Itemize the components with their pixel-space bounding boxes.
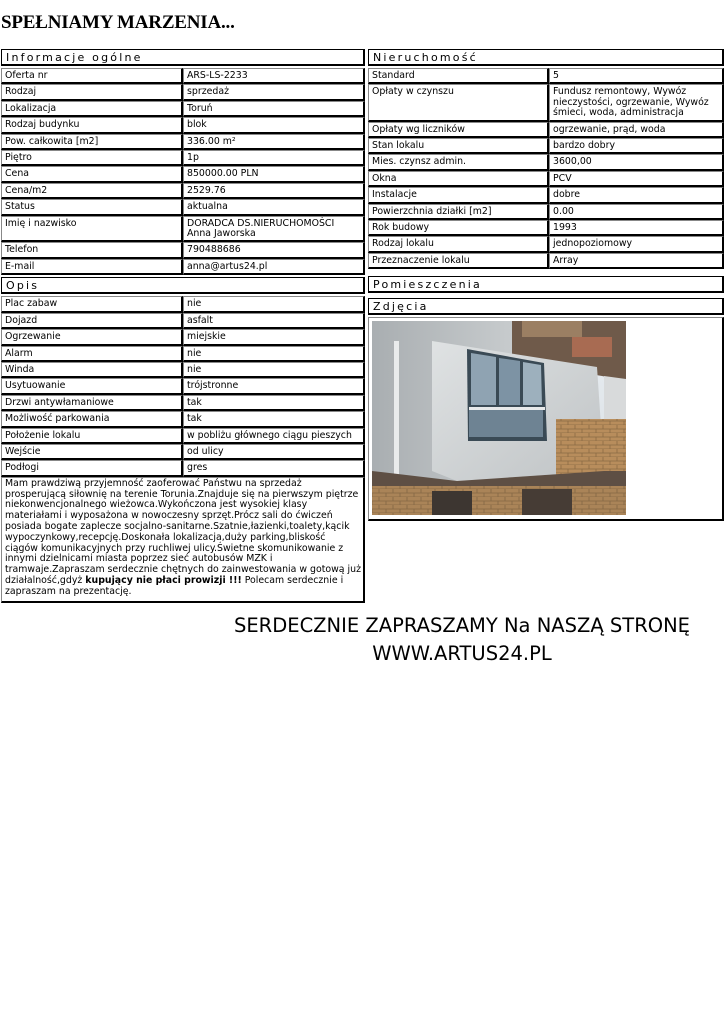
photos-box	[368, 317, 724, 521]
field-label: Pow. całkowita [m2]	[1, 134, 183, 150]
table-row	[368, 154, 724, 170]
field-label: Przeznaczenie lokalu	[368, 253, 549, 269]
field-label: Instalacje	[368, 187, 549, 203]
footer-invitation: SERDECZNIE ZAPRASZAMY Na NASZĄ STRONĘ	[233, 614, 690, 637]
photos-header: Zdjęcia	[368, 298, 724, 315]
field-value: tak	[183, 395, 365, 411]
rooms-header: Pomieszczenia	[368, 276, 724, 293]
field-label: Lokalizacja	[1, 101, 183, 117]
table-row	[368, 171, 724, 187]
table-row	[1, 411, 365, 427]
field-label: Stan lokalu	[368, 138, 549, 154]
property-header: Nieruchomość	[368, 49, 724, 66]
field-value: od ulicy	[183, 444, 365, 460]
field-value: 5	[549, 68, 724, 84]
field-label: Opłaty wg liczników	[368, 122, 549, 138]
building-photo-image	[372, 321, 626, 515]
field-value: Array	[549, 253, 724, 269]
table-row	[1, 216, 365, 243]
field-label: Podłogi	[1, 460, 183, 476]
table-row	[1, 166, 365, 182]
field-value: ARS-LS-2233	[183, 68, 365, 84]
field-value: 2529.76	[183, 183, 365, 199]
description-text	[1, 477, 365, 603]
field-value: bardzo dobry	[549, 138, 724, 154]
field-label: Cena	[1, 166, 183, 182]
field-value: gres	[183, 460, 365, 476]
description-header: Opis	[1, 277, 365, 294]
general-info-header: Informacje ogólne	[1, 49, 365, 66]
field-value: Fundusz remontowy, Wywóz nieczystości, ogrzewanie, Wywóz śmieci, woda, administracja	[549, 84, 724, 121]
table-row	[368, 220, 724, 236]
field-value: Toruń	[183, 101, 365, 117]
table-row	[1, 134, 365, 150]
field-label: Rodzaj budynku	[1, 117, 183, 133]
field-label: Imię i nazwisko	[1, 216, 183, 243]
field-value: 3600,00	[549, 154, 724, 170]
field-label: Rok budowy	[368, 220, 549, 236]
table-row	[1, 428, 365, 444]
field-label: Usytuowanie	[1, 378, 183, 394]
table-row	[1, 68, 365, 84]
description-text-bold: kupujący nie płaci prowizji !!!	[85, 574, 242, 586]
field-label: Możliwość parkowania	[1, 411, 183, 427]
field-value: trójstronne	[183, 378, 365, 394]
field-value: nie	[183, 296, 365, 312]
table-row	[1, 117, 365, 133]
field-value: tak	[183, 411, 365, 427]
table-row	[1, 444, 365, 460]
field-label: Alarm	[1, 346, 183, 362]
description-text-end: Polecam serdecznie i zapraszam na prezentację.	[5, 574, 344, 597]
field-label: Mies. czynsz admin.	[368, 154, 549, 170]
field-label: Cena/m2	[1, 183, 183, 199]
property-table	[368, 68, 724, 269]
table-row	[1, 395, 365, 411]
field-label: Piętro	[1, 150, 183, 166]
field-value: DORADCA DS.NIERUCHOMOŚCI Anna Jaworska	[183, 216, 365, 243]
table-row	[368, 236, 724, 252]
table-row	[1, 460, 365, 476]
field-value: ogrzewanie, prąd, woda	[549, 122, 724, 138]
field-value: anna@artus24.pl	[183, 259, 365, 275]
field-value: 790488686	[183, 242, 365, 258]
field-value: jednopoziomowy	[549, 236, 724, 252]
field-value: nie	[183, 346, 365, 362]
field-label: Rodzaj lokalu	[368, 236, 549, 252]
field-value: 0.00	[549, 204, 724, 220]
table-row	[1, 296, 365, 312]
building-photo[interactable]	[372, 321, 626, 515]
table-row	[368, 204, 724, 220]
table-row	[1, 346, 365, 362]
table-row	[1, 329, 365, 345]
table-row	[368, 68, 724, 84]
table-row	[1, 259, 365, 275]
description-table	[1, 296, 365, 476]
field-label: Drzwi antywłamaniowe	[1, 395, 183, 411]
field-label: Oferta nr	[1, 68, 183, 84]
field-label: Telefon	[1, 242, 183, 258]
table-row	[1, 150, 365, 166]
table-row	[1, 378, 365, 394]
field-label: Rodzaj	[1, 84, 183, 100]
field-label: Plac zabaw	[1, 296, 183, 312]
field-label: Położenie lokalu	[1, 428, 183, 444]
field-value: dobre	[549, 187, 724, 203]
table-row	[368, 187, 724, 203]
field-label: Ogrzewanie	[1, 329, 183, 345]
left-column	[1, 49, 365, 603]
field-label: Winda	[1, 362, 183, 378]
table-row	[368, 138, 724, 154]
table-row	[1, 313, 365, 329]
table-row	[368, 84, 724, 121]
footer	[200, 612, 724, 668]
general-info-table	[1, 68, 365, 275]
table-row	[368, 253, 724, 269]
field-value: w pobliżu głównego ciągu pieszych	[183, 428, 365, 444]
field-value: 850000.00 PLN	[183, 166, 365, 182]
field-value: nie	[183, 362, 365, 378]
field-label: E-mail	[1, 259, 183, 275]
field-value: blok	[183, 117, 365, 133]
field-label: Dojazd	[1, 313, 183, 329]
field-label: Okna	[368, 171, 549, 187]
right-column	[368, 49, 724, 521]
table-row	[1, 242, 365, 258]
field-label: Status	[1, 199, 183, 215]
table-row	[1, 101, 365, 117]
field-value: 336.00 m²	[183, 134, 365, 150]
field-value: 1993	[549, 220, 724, 236]
field-label: Standard	[368, 68, 549, 84]
field-value: asfalt	[183, 313, 365, 329]
description-text-main: Mam prawdziwą przyjemność zaoferować Państwu na sprzedaż prosperującą siłownię na terenie Torunia.Znajduje się na pierwszym piętrze niekonwencjonalnego wieżowca.Wykończona jest wysokiej klasy materiałami i wyposażona w nowoczesny sprzęt.Prócz sali do ćwiczeń posiada bogate zaplecze socjalno-sanitarne.Szatnie,łazienki,toalety,kącik wypoczynkowy,recepcję.Doskonała lokalizacja,duży parking,bliskość ciągów komunikacyjnych przy ruchliwej ulicy.Świetne skomunikowanie z innymi dzielnicami miasta poprzez sieć autobusów MZK i tramwaje.Zapraszam serdecznie chętnych do zainwestowania w gotową już działalność,gdyż	[5, 477, 361, 586]
field-label: Opłaty w czynszu	[368, 84, 549, 121]
field-value: sprzedaż	[183, 84, 365, 100]
footer-website-link[interactable]: WWW.ARTUS24.PL	[372, 642, 552, 665]
table-row	[368, 122, 724, 138]
table-row	[1, 199, 365, 215]
field-label: Wejście	[1, 444, 183, 460]
field-value: 1p	[183, 150, 365, 166]
table-row	[1, 362, 365, 378]
field-label: Powierzchnia działki [m2]	[368, 204, 549, 220]
field-value: PCV	[549, 171, 724, 187]
table-row	[1, 84, 365, 100]
table-row	[1, 183, 365, 199]
field-value: miejskie	[183, 329, 365, 345]
page-headline: SPEŁNIAMY MARZENIA...	[1, 12, 235, 33]
field-value: aktualna	[183, 199, 365, 215]
